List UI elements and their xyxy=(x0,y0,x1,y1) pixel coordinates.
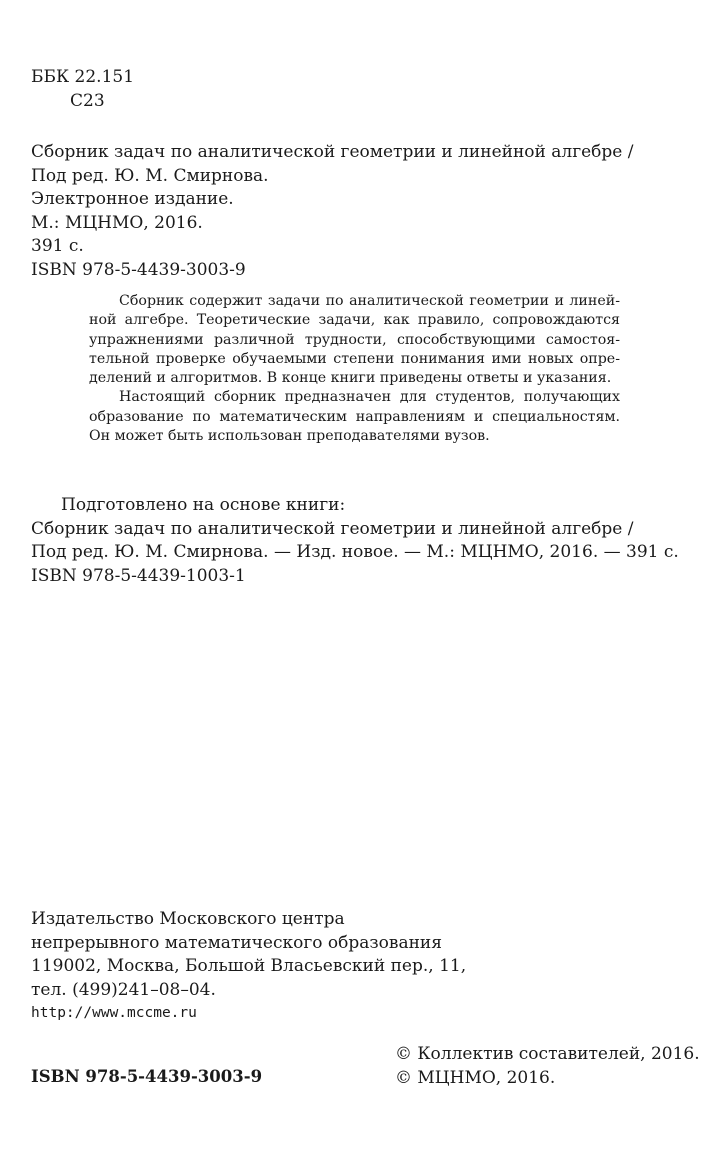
bbk-block xyxy=(31,66,134,113)
publisher-name-line: Издательство Московского центра xyxy=(31,909,345,929)
publisher-name-line-2: непрерывного математического образования xyxy=(31,932,442,953)
catalog-publisher-line: М.: МЦНМО, 2016. xyxy=(31,212,203,233)
catalog-pages-line: 391 с. xyxy=(31,236,84,256)
based-on-isbn-line: ISBN 978-5-4439-1003-1 xyxy=(31,565,246,586)
author-mark: С23 xyxy=(70,90,105,111)
catalog-edition-line: Электронное издание. xyxy=(31,189,234,209)
abstract-paragraph: Настоящий сборник предназначен для студентов, получающих образование по математическим направлениям и специальностям. Он может быть использован преподавателями вузов. xyxy=(89,389,620,445)
publisher-phone-line: тел. (499)241–08–04. xyxy=(31,979,216,1000)
publisher-url[interactable]: http://www.mccme.ru xyxy=(31,1005,197,1021)
catalog-entry xyxy=(31,141,634,282)
publisher-block xyxy=(31,908,466,1026)
based-on-block xyxy=(31,494,679,588)
copyright-compilers: © Коллектив составителей, 2016. xyxy=(395,1044,700,1064)
based-on-title-line: Сборник задач по аналитической геометрии и линейной алгебре / xyxy=(31,518,634,539)
isbn-bottom: ISBN 978-5-4439-3003-9 xyxy=(31,1067,263,1086)
abstract xyxy=(89,292,620,446)
catalog-editor-line: Под ред. Ю. М. Смирнова. xyxy=(31,165,269,186)
catalog-title-line: Сборник задач по аналитической геометрии и линейной алгебре / xyxy=(31,142,634,162)
based-on-imprint-line: Под ред. Ю. М. Смирнова. — Изд. новое. — М.: МЦНМО, 2016. — 391 с. xyxy=(31,542,679,562)
abstract-paragraph: Сборник содержит задачи по аналитической геометрии и линейной алгебре. Теоретические задачи, как правило, сопровождаются упражнениями различной трудности, способствующими самостоятельной проверке обучаемыми степени понимания ими новых определений и алгоритмов. В конце книги приведены ответы и указания. xyxy=(89,293,620,387)
copyright-publisher: © МЦНМО, 2016. xyxy=(395,1067,556,1088)
catalog-isbn-line: ISBN 978-5-4439-3003-9 xyxy=(31,259,246,280)
publisher-address-line: 119002, Москва, Большой Власьевский пер., 11, xyxy=(31,956,467,976)
based-on-intro: Подготовлено на основе книги: xyxy=(61,495,346,515)
bbk-code: ББК 22.151 xyxy=(31,67,135,87)
copyright-block xyxy=(395,1043,700,1090)
